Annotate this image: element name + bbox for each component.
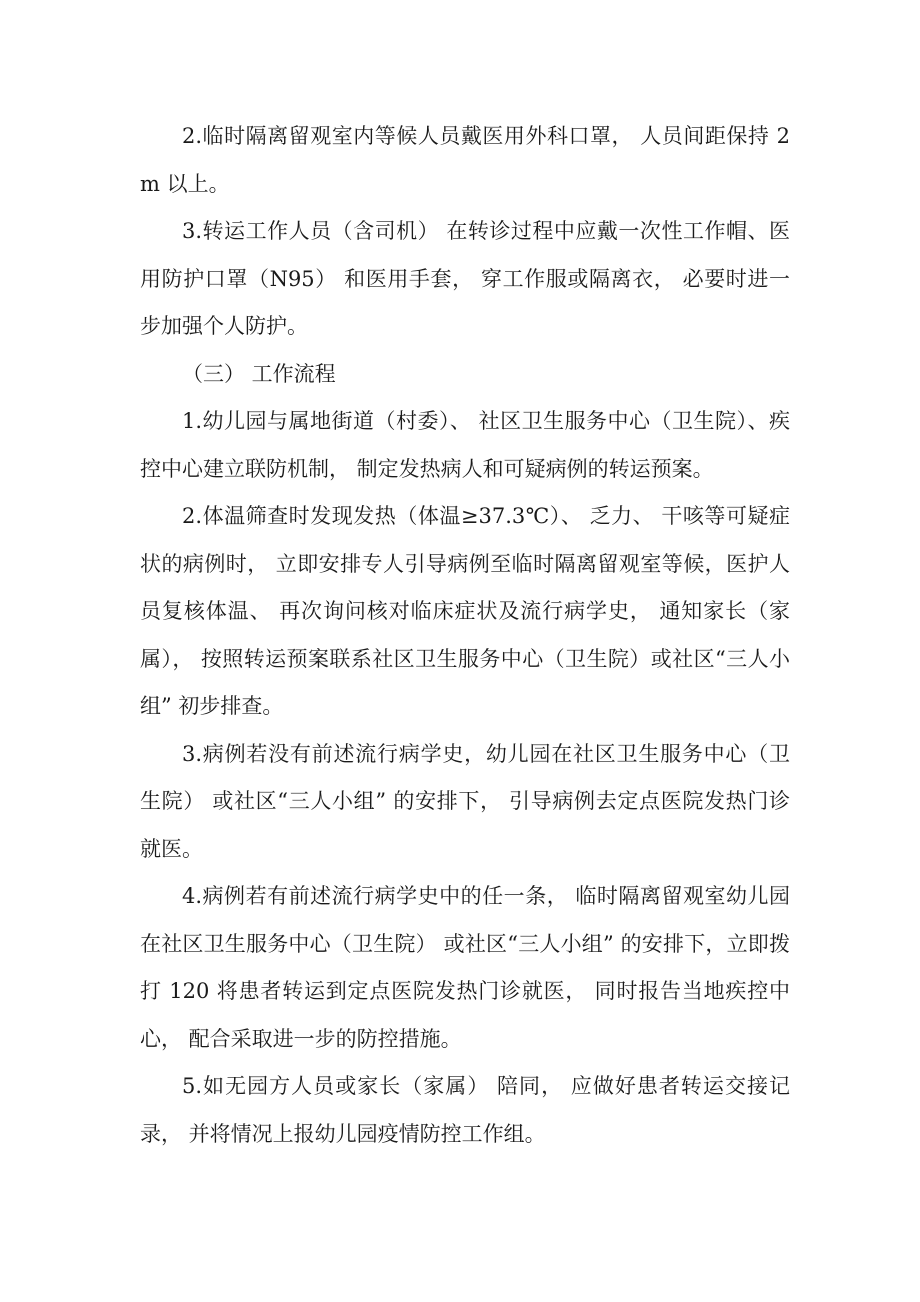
paragraph-no-epi-history: 3.病例若没有前述流行病学史，幼儿园在社区卫生服务中心（卫生院） 或社区“三人小组” 的安排下， 引导病例去定点医院发热门诊就医。	[140, 741, 790, 861]
paragraph-temperature-screening: 2.体温筛查时发现发热（体温≥37.3℃）、 乏力、 干咳等可疑症状的病例时， 立即安排专人引导病例至临时隔离留观室等候，医护人员复核体温、 再次询问核对临床症状及流行病学史， 通知家长（家属）， 按照转运预案联系社区卫生服务中心（卫生院）或社区“三人小组” 初步排查。	[140, 504, 790, 718]
paragraph-waiting-masks: 2.临时隔离留观室内等候人员戴医用外科口罩， 人员间距保持 2m 以上。	[140, 124, 790, 196]
document-body	[140, 113, 790, 1158]
paragraph-handover-record: 5.如无园方人员或家长（家属） 陪同， 应做好患者转运交接记录， 并将情况上报幼儿园疫情防控工作组。	[140, 1074, 790, 1146]
section-heading-workflow: （三） 工作流程	[182, 361, 336, 386]
paragraph-joint-mechanism: 1.幼儿园与属地街道（村委）、 社区卫生服务中心（卫生院）、疾控中心建立联防机制， 制定发热病人和可疑病例的转运预案。	[140, 409, 790, 481]
paragraph-transport-staff: 3.转运工作人员（含司机） 在转诊过程中应戴一次性工作帽、医用防护口罩（N95） 和医用手套， 穿工作服或隔离衣， 必要时进一步加强个人防护。	[140, 219, 790, 338]
paragraph-has-epi-history: 4.病例若有前述流行病学史中的任一条， 临时隔离留观室幼儿园在社区卫生服务中心（卫生院） 或社区“三人小组” 的安排下，立即拨打 120 将患者转运到定点医院发热门诊就医， 同时报告当地疾控中心， 配合采取进一步的防控措施。	[140, 884, 790, 1051]
